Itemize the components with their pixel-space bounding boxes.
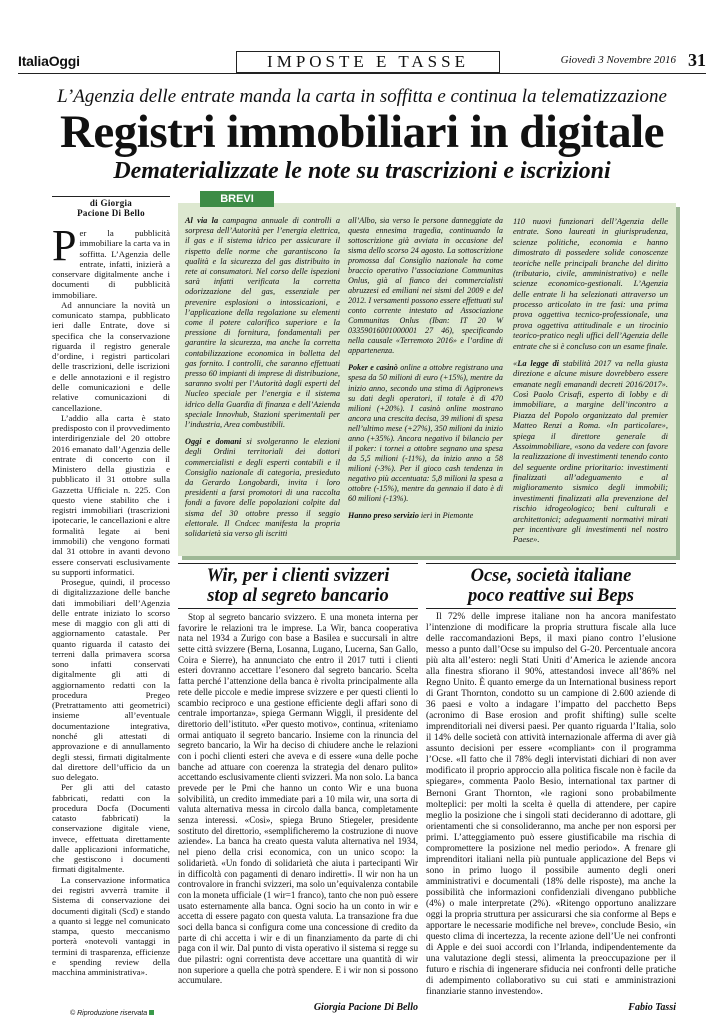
byline-prefix: di Giorgia xyxy=(89,198,133,208)
brevi-item: Al via la campagna annuale di controlli a sorpresa dell’Autorità per l’energia elettrica, il gas e il sistema idrico per assicurare il rispetto delle norme che garantiscono la qualità e la sicurezza del gas distribuito in rete ai consumatori. Nel corso delle ispezioni sarà infatti verificata la corretta odorizzazione del gas, essenziale per prevenire esplosioni o intossicazioni, e l’applicazione della regolazione su elementi come il potere calorifico superiore e la pressione di fornitura, fondamentali per garantire la sicurezza, ma anche la corretta contabilizzazione economica in bolletta del gas fornito. I controlli, che saranno effettuati presso 60 impianti di imprese di distribuzione, saranno svolti per l’Autorità dagli esperti del Nucleo speciale per l’energia e il sistema idrico della Guardia di finanza e dell’Azienda speciale Innovhub, Stazioni sperimentali per l’industria, Area combustibili. xyxy=(185,216,341,430)
article-wir-signature: Giorgia Pacione Di Bello xyxy=(313,1002,418,1013)
masthead xyxy=(18,52,706,72)
brevi-item: «La legge di stabilità 2017 va nella giusta direzione e alcune misure dovrebbero essere emanate negli emanandi decreti 2016/2017». Così Paolo Crisafi, esperto di lobby e di immobiliare, a margine dell’incontro a Piazza del Popolo organizzato dal premier Matteo Renzi a Roma. «In particolare», spiega il direttore generale di Assoimmobiliare, «sono da vedere con favore la realizzazione di investimenti tenendo conto del seguente ordine prioritario: investimenti finalizzati all’adeguamento e al miglioramento sismico degli immobili; investimenti finalizzati alla prevenzione del rischio idrogeologico; beni culturali e architettonici; adeguamenti normativi mirati per incentivare gli investimenti nel nostro Paese». xyxy=(513,357,668,545)
paragraph: La conservazione informatica dei registri avverrà tramite il Sistema di conservazione dei documenti digitali (Scd) e stando a quanto si legge nel comunicato stampa, questo meccanismo porterà «notevoli vantaggi in termini di trasparenza, efficienze e spending review della macchina amministrativa». xyxy=(52,874,170,978)
section-title: IMPOSTE E TASSE xyxy=(236,51,500,73)
byline xyxy=(52,196,170,218)
brevi-item: Poker e casinò online a ottobre registrano una spesa da 50 milioni di euro (+15%), mentre da inizio anno, secondo una stima di Agipronews su dati degli operatori, il totale è di 470 milioni (+20%). I casinò online mostrano ancora una crescita decisa, 39 milioni di spesa nell’ultimo mese (+27%), 350 milioni da inizio anno (+35%). Ancora negativo il bilancio per il poker: i tornei a ottobre segnano una spesa da 5,5 milioni (-11%), da inizio anno a 58 milioni (-3%). Per il gioco cash tendenza in negativo più accentuata: 5,8 milioni la spesa a ottobre (-15%), mentre da gennaio il dato è di 60 milioni (-13%). xyxy=(348,363,503,503)
article-rule xyxy=(178,563,418,564)
title-line: poco reattive sui Beps xyxy=(468,586,634,606)
issue-date: Giovedì 3 Novembre 2016 xyxy=(560,54,676,66)
title-line: Wir, per i clienti svizzeri xyxy=(206,566,390,586)
title-line: Ocse, società italiane xyxy=(470,566,632,586)
paragraph: Prosegue, quindi, il processo di digitalizzazione delle banche dati immobiliari dell’Agenzia delle entrate iniziato lo scorso mese di maggio con gli atti di aggiornamento catastale. Per quanto riguarda il catasto dei terreni dalla primavera scorsa sono infatti conservati digitalmente gli atti di aggiornamento redatti con la procedura Pregeo (Pretrattamento atti geometrici) insieme all’eventuale documentazione integrativa, nonché gli attestati di approvazione e di annullamento degli stessi, firmati digitalmente dal direttore dell’ufficio da un suo delegato. xyxy=(52,577,170,783)
copyright-text: © Riproduzione riservata xyxy=(70,1010,148,1017)
end-marker-icon xyxy=(149,1010,154,1015)
drop-cap: P xyxy=(52,221,77,270)
brevi-column-3 xyxy=(513,216,668,552)
article-wir-body xyxy=(178,612,418,986)
brevi-item: Oggi e domani si svolgeranno le elezioni degli Ordini territoriali dei dottori commercialisti e degli esperti contabili e il Consiglio nazionale di categoria, presieduto da Gerardo Longobardi, invita i loro presidenti a farsi promotori di una raccolta fondi a favore delle popolazioni colpite dal sisma del 30 ottobre presso il seggio elettorale. Il Cndcec manifesta la propria solidarietà sia verso gli iscritti xyxy=(185,437,340,539)
title-line: stop al segreto bancario xyxy=(207,586,389,606)
brevi-column-2 xyxy=(348,216,503,528)
article-rule xyxy=(426,563,676,564)
main-article xyxy=(52,196,170,977)
subheadline: Dematerializzate le note su trascrizioni e iscrizioni xyxy=(113,158,611,184)
article-ocse-title xyxy=(426,566,676,606)
copyright-note xyxy=(70,1010,154,1017)
article-ocse-body xyxy=(426,612,676,998)
page-number: 31 xyxy=(688,50,706,70)
kicker: L’Agenzia delle entrate manda la carta in soffitta e continua la telematizzazione xyxy=(57,86,667,107)
article-ocse-signature: Fabio Tassi xyxy=(628,1002,676,1013)
paragraph: Per gli atti del catasto fabbricati, redatti con la procedura Docfa (Documenti catasto fabbricati) la conservazione digitale viene, invece, effettuata direttamente dalle applicazioni informatiche, che gestiscono i documenti firmati digitalmente. xyxy=(52,782,170,875)
paragraph: Stop al segreto bancario svizzero. E una moneta interna per favorire le relazioni tra le imprese. La Wir, banca cooperativa nata nel 1934 a Zurigo con base a Basilea e succursali in altre sette città svizzere (Berna, Losanna, Lugano, Lucerna, San Gallo, Coira e Sierre), ha annunciato che entro il 2017 tutti i clienti esteri dovranno accettare l’esonero dal segreto bancario. Scelta fatta perché l’attenzione della banca è rivolta principalmente alla rete delle piccole e medie imprese svizzere e per questi clienti lo scambio reciproco e una gestione efficiente degli affari sono di centrale importanza», spiega Germann Wiggli, il presidente del direttorio dell’istituto. «Per questo motivo», continua, «riteniamo ormai antiquato il segreto bancario. Insieme con la rinuncia del segreto bancario, la Wir ha deciso di chiudere anche le relazioni con i pochi clienti esteri che aveva e di essere «una delle poche banche ad attuare con coerenza la strategia del denaro pulito» accettando esclusivamente clienti svizzeri. Ma non solo. La banca prevede per le Pmi che hanno un conto Wir e una buona solvibilità, un credito immediate pari a 10 mila wir, una sorta di valuta alternativa messa in circolo dalla banca, completamente senza interessi. «Così», spiega Bruno Stiegeler, presidente sostituto del direttorio, «semplificheremo la costruzione di nuove aziende». La banca ha creato questa valuta alternativa nel 1934, nel pieno della crisi economica, con un unico scopo: la solidarietà. «Un fondo di solidarietà che aiuta i partecipanti Wir in difficoltà con pagamenti di denaro indiretti». Il wir non ha un controvalore in franchi svizzeri, ma solo un’equivalenza contabile con la moneta ufficiale (1 wir=1 franco), tanto che non può essere usato esternamente alla banca. Ogni socio ha un conto in wir e accetta di essere pagato con questa valuta. La transazione fra due soci della banca si configura come una concessione di credito da parte di chi accetta i wir e di un finanziamento da parte di chi paga con il wir. Dal punto di vista operativo il sistema si regge su due pilastri: ogni correntista deve accettare una quantità di wir non superiore a quella che potrà spendere. E i wir non si possono accumulare. xyxy=(178,612,418,986)
paragraph: Ad annunciare la novità un comunicato stampa, pubblicato ieri dalle Entrate, dove si specifica che la conservazione riguarda il registro generale d’ordine, i registri particolari delle trascrizioni, delle iscrizioni e delle annotazioni e il registro delle comunicazioni e delle relative comunicazioni di cancellazione. xyxy=(52,299,170,413)
article-rule xyxy=(426,608,676,609)
byline-author: Pacione Di Bello xyxy=(77,208,145,218)
newspaper-logo: ItaliaOggi xyxy=(18,53,80,69)
headline: Registri immobiliari in digitale xyxy=(59,106,665,158)
brevi-tag: BREVI xyxy=(200,191,274,207)
masthead-rule xyxy=(18,73,706,74)
brevi-item: all’Albo, sia verso le persone danneggiate da questa ennesima tragedia, continuando la sottoscrizione già avviata in occasione del sisma dello scorso 24 agosto. La sottoscrizione promossa dal Consiglio nazionale ha come braccio operativo l’associazione Communitas Onlus, già al fianco dei commercialisti abruzzesi ed emiliani nei sismi del 2009 e del 2012. I versamenti possono essere effettuati sul conto corrente intestato ad Associazione Communitas Onlus (Iban: IT 20 W 03359016001000001 27 46), specificando nella causale «Terremoto 2016» e l’ordine di appartenenza. xyxy=(348,216,503,356)
brevi-column-1 xyxy=(185,216,340,546)
brevi-item: 110 nuovi funzionari dell’Agenzia delle entrate. Sono laureati in giurisprudenza, scienze politiche, economia e hanno dimostrato di possedere solide conoscenze teoriche nelle principali branche del diritto (tributario, civile, amministrativo) e nelle scienze economico-gestionali. L’Agenzia delle entrate li ha selezionati attraverso un processo articolato in tre fasi: una prima prova oggettiva tecnico-professionale, una prova oggettiva attitudinale e un tirocinio teorico-pratico negli uffici dell’Agenzia delle entrate che si è concluso con un esame finale. xyxy=(513,216,668,351)
paragraph: Il 72% delle imprese italiane non ha ancora manifestato l’intenzione di modificare la propria struttura fiscale alla luce delle raccomandazioni Beps, il maxi piano contro l’elusione messo a punto dall’Ocse su impulso del G-20. Percentuale ancora più alta all’estero: negli Stati Uniti d’America le aziende ancora alla finestra sfiorano il 90%, attestandosi invece all’86% nel Regno Unito. È quanto emerge da un International business report di Grant Thornton, condotto su un campione di 2.600 aziende di 36 paesi e volto a indagare l’impatto del pacchetto Beps (acronimo di Base erosion and profit shifting) sulle scelte imprenditoriali nei diversi paesi. Per quanto riguarda l’Italia, solo il 14% delle società con attività internazionale afferma di aver già assunto decisioni per essere «compliant» con il programma l’Ocse. «Il fatto che il 78% degli intervistati dichiari di non aver modificato il proprio approccio alla politica fiscale non è facile da spiegare», commenta Paolo Besio, international tax partner di Bernoni Grant Thornton, «le ragioni sono probabilmente molteplici: per molti la scelta è quella di attendere, per capire meglio la posizione che i singoli stati decideranno di adottare, gli orientamenti che si consolideranno, ma anche per non esporsi per primi. L’atteggiamento può essere giustificabile ma rischia di compromettere la posizione nel medio periodo». A frenare gli imprenditori italiani nella più puntuale applicazione del Beps vi sono in primo luogo il possibile aumento degli oneri amministrativi e documentali (18% delle risposte), ma anche la possibilità che informazioni confidenziali divengano pubbliche (4%) o male interpretate (2%). «Ritengo opportuno analizzare oggi la propria struttura per assicurarsi che sia conforme al Beps e apportare le necessarie modifiche nel breve», conclude Besio, «in questo clima di incertezza, la recente azione dell’Ue nei confronti di Apple e dei suoi accordi con l’Irlanda, indipendentemente da una valutazione degli stessi, alimenta la preoccupazione per il futuro e rischia di ingenerare sfiducia nei confronti delle pratiche di adempimento collaborativo su cui stati e amministrazioni finanziarie stanno investendo». xyxy=(426,612,676,998)
paragraph: L’addio alla carta è stato predisposto con il provvedimento interdirigenziale del 20 ottobre 2016 emanato dall’Agenzia delle entrate di concerto con il Ministero della giustizia e pubblicato il 31 ottobre sulla Gazzetta Ufficiale n. 225. Con questo viene stabilito che i registri immobiliari (trascrizioni ipotecarie, le cancellazioni e altre formalità legate ai beni immobili) che vengono formati dal 31 ottobre in avanti devono essere conservati esclusivamente su supporti informatici. xyxy=(52,412,171,577)
article-wir-title xyxy=(178,566,418,606)
brevi-item: Hanno preso servizio ieri in Piemonte xyxy=(348,510,474,520)
article-rule xyxy=(178,608,418,609)
paragraph: er la pubblicità immobiliare la carta va in soffitta. L’Agenzia delle entrate, infatti, inizierà a conservare digitalmente anche i documenti di pubblicità immobiliare. xyxy=(52,228,170,300)
